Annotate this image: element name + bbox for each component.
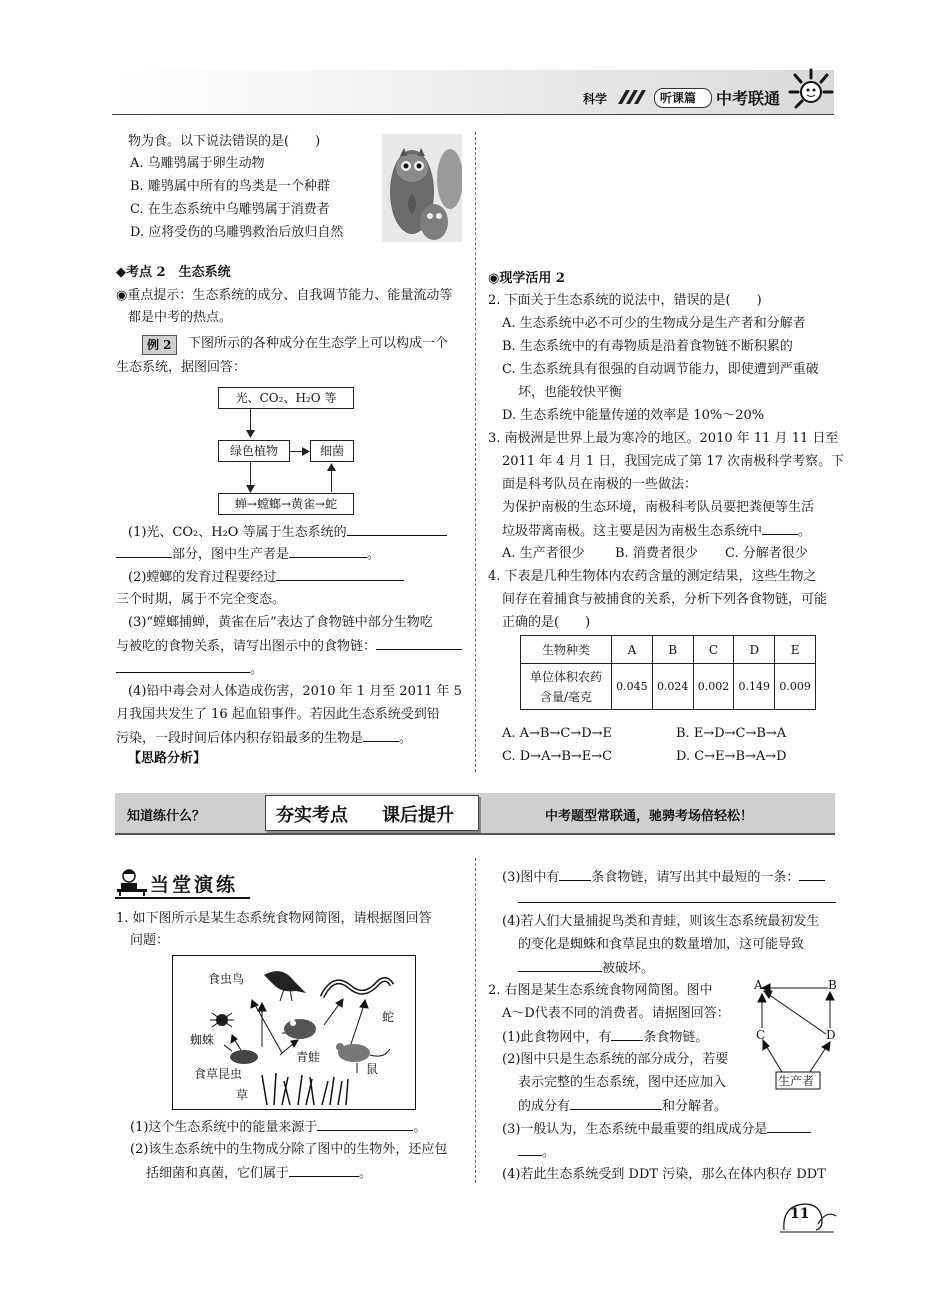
banner-left: 知道练什么？ xyxy=(127,809,206,824)
web-label-mouse: 鼠 xyxy=(366,1062,379,1076)
question-text: 物为食。以下说法错误的是( ) xyxy=(128,134,321,149)
page-number: 11 xyxy=(790,1206,810,1222)
table-header: C xyxy=(693,636,734,664)
practice-q1a: (1)这个生态系统中的能量来源于 。 xyxy=(130,1116,426,1139)
practice-q1-stem: 1. 如下图所示是某生态系统食物网简图，请根据图回答 xyxy=(116,911,432,926)
arrowhead-icon xyxy=(246,485,255,493)
q2-option-d: D. 生态系统中能量传递的效率是 10%～20% xyxy=(502,408,765,423)
practice-q1-stem-2: 问题： xyxy=(130,933,170,948)
banner-title-1: 夯实考点 xyxy=(276,805,348,826)
q2-option-b: B. 生态系统中的有毒物质是沿着食物链不断积累的 xyxy=(502,339,793,354)
q2-stem: 2. 下面关于生态系统的说法中，错误的是( ) xyxy=(488,293,762,308)
q2-option-c-cont: 坏，也能较快平衡 xyxy=(518,385,623,400)
mini-web-producer: 生产者 xyxy=(778,1074,815,1088)
kaodian-title: ◆考点 2 生态系统 xyxy=(116,265,231,280)
bacteria-box: 细菌 xyxy=(310,440,354,462)
mini-web-node-a: A xyxy=(754,978,763,992)
practice2-q4: (4)若此生态系统受到 DDT 污染，那么在体内积存 DDT xyxy=(502,1167,826,1182)
row-label-line: 含量/毫克 xyxy=(539,689,593,704)
practice2-stem: 2. 右图是某生态系统食物网简图。图中 xyxy=(488,983,713,998)
q4-stem: 4. 下表是几种生物体内农药含量的测定结果，这些生物之 xyxy=(488,569,817,584)
practice-q1b: (2)该生态系统中的生物成分除了图中的生物外，还应包 xyxy=(130,1142,448,1157)
option-d: D. 应将受伤的乌雕鸮救治后放归自然 xyxy=(130,225,344,240)
q3-stem-3: 面是科考队员在南极的一些做法： xyxy=(502,477,698,492)
practice2-q2-end: 的成分有 和分解者。 xyxy=(518,1095,727,1118)
practice-q1b-cont: 括细菌和真菌，它们属于 。 xyxy=(146,1162,372,1185)
example-text-2: 生态系统，据图回答： xyxy=(116,360,247,375)
table-row-label xyxy=(521,664,612,710)
plant-box: 绿色植物 xyxy=(218,440,290,462)
arrowhead-icon xyxy=(302,447,310,456)
web-label-spider: 蜘蛛 xyxy=(190,1033,215,1047)
q3-option-b: B. 消费者很少 xyxy=(615,546,698,561)
example-q4-end: 污染，一段时间后体内积存铅最多的生物是 。 xyxy=(116,727,412,750)
kaodian-tip-2: 都是中考的热点。 xyxy=(128,310,233,325)
header-stripes-icon xyxy=(616,89,654,105)
header-series: 中考联通 xyxy=(716,89,781,108)
mini-web-node-b: B xyxy=(828,978,837,992)
example-tag: 例 2 xyxy=(142,335,177,355)
q2-option-a: A. 生态系统中必不可少的生物成分是生产者和分解者 xyxy=(502,316,806,331)
practice-q4-end: 被破坏。 xyxy=(518,957,654,980)
table-cell: 0.009 xyxy=(775,664,816,710)
q3-stem-4: 为保护南极的生态环境，南极科考队员要把粪便等生活 xyxy=(502,500,815,515)
practice-title: 当堂演练 xyxy=(150,874,239,896)
header-subject: 科学 xyxy=(583,92,608,106)
sun-logo-icon xyxy=(785,66,835,110)
table-header: E xyxy=(775,636,816,664)
q4-stem-2: 间存在着捕食与被捕食的关系，分析下列各食物链，可能 xyxy=(502,592,828,607)
example-text: 下图所示的各种成分在生态学上可以构成一个 xyxy=(188,336,449,351)
practice2-q3: (3)一般认为，生态系统中最重要的组成成分是 xyxy=(502,1118,811,1141)
table-cell: 0.002 xyxy=(693,664,734,710)
q4-option-a: A. A→B→C→D→E xyxy=(502,726,613,741)
q4-option-b: B. E→D→C→B→A xyxy=(676,726,787,741)
q3-option-c: C. 分解者很少 xyxy=(725,546,808,561)
q3-option-a: A. 生产者很少 xyxy=(502,546,585,561)
example-q2-cont: 三个时期，属于不完全变态。 xyxy=(116,592,286,607)
column-divider-top xyxy=(475,132,476,772)
example-q4: (4)铅中毒会对人体造成伤害，2010 年 1 月至 2011 年 5 xyxy=(128,684,462,699)
web-label-frog: 青蛙 xyxy=(296,1050,321,1064)
practice2-q3-end: 。 xyxy=(518,1141,555,1164)
q3-stem: 3. 南极洲是世界上最为寒冷的地区。2010 年 11 月 11 日至 xyxy=(488,431,839,446)
example-q3-end: 。 xyxy=(116,658,263,681)
q2-option-c: C. 生态系统具有很强的自动调节能力，即使遭到严重破 xyxy=(502,362,819,377)
food-chain-box: 蝉→螳螂→黄雀→蛇 xyxy=(218,493,354,515)
option-c: C. 在生态系统中乌雕鸮属于消费者 xyxy=(130,202,330,217)
example-q1: (1)光、CO₂、H₂O 等属于生态系统的 xyxy=(128,521,447,544)
practice-q4-cont: 的变化是蜘蛛和食草昆虫的数量增加，这可能导致 xyxy=(518,937,805,952)
table-header: B xyxy=(652,636,693,664)
mini-web-node-d: D xyxy=(826,1028,836,1042)
q3-stem-2: 2011 年 4 月 1 日，我国完成了第 17 次南极科学考察。下 xyxy=(502,454,845,469)
kaodian-tip: ◉重点提示：生态系统的成分、自我调节能力、能量流动等 xyxy=(116,288,453,303)
practice2-q2-cont: 表示完整的生态系统，图中还应加入 xyxy=(518,1075,727,1090)
practice-section-title: ◉现学活用 2 xyxy=(488,271,565,286)
web-label-insect: 食草昆虫 xyxy=(194,1067,243,1081)
section-banner xyxy=(115,793,835,835)
web-label-snake: 蛇 xyxy=(382,1010,395,1024)
table-header: D xyxy=(734,636,775,664)
q4-option-d: D. C→E→B→A→D xyxy=(676,749,787,764)
example-q4-cont: 月我国共发生了 16 起血铅事件。若因此生态系统受到铅 xyxy=(116,707,440,722)
column-divider-bottom xyxy=(475,858,476,1183)
practice-title-underline xyxy=(115,897,250,899)
banner-title-2: 课后提升 xyxy=(382,805,454,826)
example-q1-cont: 部分，图中生产者是 。 xyxy=(116,543,380,566)
practice2-q2: (2)图中只是生态系统的部分成分，若要 xyxy=(502,1052,729,1067)
arrowhead-icon xyxy=(246,430,255,438)
pesticide-table xyxy=(520,635,816,710)
q3-stem-5: 垃圾带离南极。这主要是因为南极生态系统中 。 xyxy=(502,520,811,543)
abiotic-box: 光、CO₂、H₂O 等 xyxy=(218,387,354,409)
example-q3-cont: 与被吃的食物关系，请写出图示中的食物链： xyxy=(116,635,462,658)
owl-photo xyxy=(382,134,462,242)
analysis-label: 【思路分析】 xyxy=(128,751,207,766)
banner-title-box xyxy=(265,795,479,831)
practice-q3: (3)图中有 条食物链，请写出其中最短的一条： xyxy=(502,866,825,889)
practice2-q1: (1)此食物网中，有 条食物链。 xyxy=(502,1026,708,1049)
arrowhead-icon xyxy=(327,463,336,471)
table-cell: 0.045 xyxy=(612,664,653,710)
row-label-line: 单位体积农药 xyxy=(529,669,602,684)
q4-option-c: C. D→A→B→E→C xyxy=(502,749,613,764)
q4-stem-3: 正确的是( ) xyxy=(502,615,591,630)
practice-q3-blank xyxy=(518,888,836,911)
option-b: B. 雕鸮属中所有的鸟类是一个种群 xyxy=(130,179,330,194)
example-q2: (2)螳螂的发育过程要经过 xyxy=(128,566,404,589)
table-header: 生物种类 xyxy=(521,636,612,664)
web-label-bird: 食虫鸟 xyxy=(208,972,245,986)
web-label-grass: 草 xyxy=(236,1088,249,1102)
example-q3: (3)“螳螂捕蝉，黄雀在后”表达了食物链中部分生物吃 xyxy=(128,615,433,630)
table-cell: 0.024 xyxy=(652,664,693,710)
arrow-up xyxy=(331,468,332,492)
option-a: A. 乌雕鸮属于卵生动物 xyxy=(130,156,265,171)
student-desk-icon xyxy=(117,868,147,896)
table-cell: 0.149 xyxy=(734,664,775,710)
banner-right: 中考题型常联通，驰骋考场倍轻松！ xyxy=(545,809,754,824)
table-header: A xyxy=(612,636,653,664)
practice-q4: (4)若人们大量捕捉鸟类和青蛙，则该生态系统最初发生 xyxy=(502,914,820,929)
mini-web-node-c: C xyxy=(756,1028,766,1042)
practice2-stem-2: A～D代表不同的消费者。请据图回答： xyxy=(502,1006,730,1021)
header-section: 听课篇 xyxy=(660,91,697,105)
